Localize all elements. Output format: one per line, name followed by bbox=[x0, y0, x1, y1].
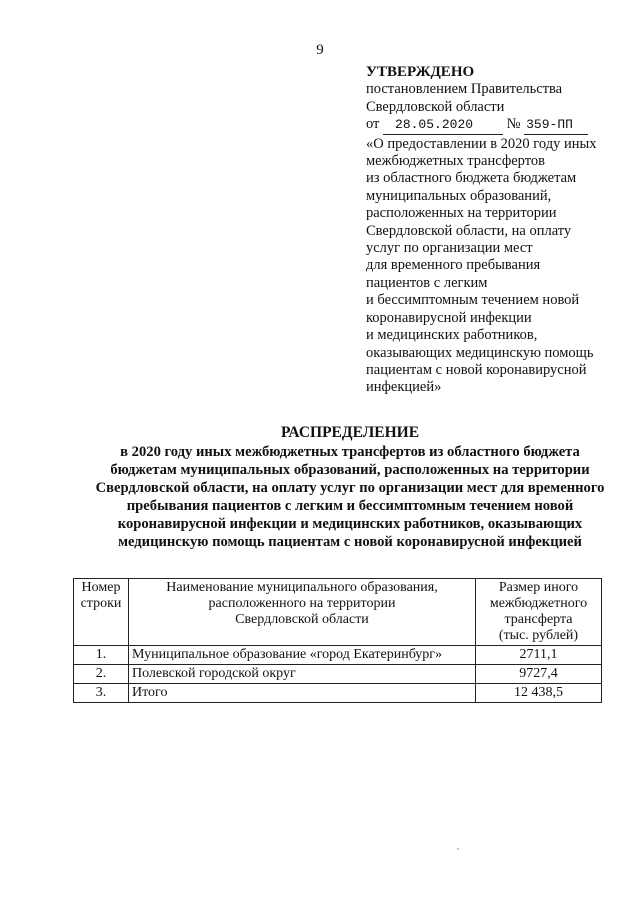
scan-speck bbox=[457, 848, 459, 850]
approval-date: 28.05.2020 bbox=[383, 116, 503, 134]
row-name: Полевской городской округ bbox=[129, 665, 476, 684]
table-row bbox=[74, 665, 602, 684]
distribution-line: пребывания пациентов с легким и бессимптомным течением новой bbox=[126, 498, 574, 514]
row-number: 3. bbox=[74, 684, 129, 703]
number-label: № bbox=[506, 116, 521, 133]
row-name: Итого bbox=[129, 684, 476, 703]
distribution-line: в 2020 году иных межбюджетных трансфертов из областного бюджета bbox=[120, 444, 580, 460]
row-name: Муниципальное образование «город Екатеринбург» bbox=[129, 646, 476, 665]
title-line: муниципальных образований, bbox=[366, 187, 552, 204]
distribution-line: бюджетам муниципальных образований, расположенных на территории bbox=[110, 462, 590, 478]
title-line: коронавирусной инфекции bbox=[366, 309, 532, 326]
distribution-table bbox=[73, 578, 602, 703]
title-line: оказывающих медицинскую помощь bbox=[366, 344, 594, 361]
approval-title bbox=[366, 136, 626, 397]
title-line: и бессимптомным течением новой bbox=[366, 292, 580, 309]
row-number: 1. bbox=[74, 646, 129, 665]
title-line: и медицинских работников, bbox=[366, 327, 538, 344]
title-line: из областного бюджета бюджетам bbox=[366, 170, 577, 187]
title-line: пациентам с новой коронавирусной bbox=[366, 361, 587, 378]
approval-number: 359-ПП bbox=[524, 116, 588, 134]
title-line: «О предоставлении в 2020 году иных bbox=[366, 135, 597, 152]
distribution-line: медицинскую помощь пациентам с новой коронавирусной инфекцией bbox=[118, 534, 582, 550]
table-row-total bbox=[74, 684, 602, 703]
header-municipality-name: Наименование муниципального образования, расположенного на территории Свердловской области bbox=[129, 579, 476, 646]
header-transfer-amount: Размер иного межбюджетного трансферта (тыс. рублей) bbox=[476, 579, 602, 646]
title-line: Свердловской области, на оплату bbox=[366, 222, 572, 239]
row-value: 9727,4 bbox=[476, 665, 602, 684]
table-row bbox=[74, 646, 602, 665]
distribution-line: Свердловской области, на оплату услуг по организации мест для временного bbox=[95, 480, 605, 496]
title-line: пациентов с легким bbox=[366, 274, 488, 291]
approval-heading: УТВЕРЖДЕНО bbox=[366, 64, 475, 80]
row-value: 2711,1 bbox=[476, 646, 602, 665]
title-line: расположенных на территории bbox=[366, 205, 557, 222]
table-header-row bbox=[74, 579, 602, 646]
approval-line-2: Свердловской области bbox=[366, 98, 505, 115]
distribution-line: коронавирусной инфекции и медицинских работников, оказывающих bbox=[117, 516, 583, 532]
distribution-heading: РАСПРЕДЕЛЕНИЕ bbox=[280, 424, 420, 441]
from-label: от bbox=[366, 116, 380, 133]
title-line: услуг по организации мест bbox=[366, 240, 533, 257]
approval-block bbox=[366, 64, 626, 397]
row-value: 12 438,5 bbox=[476, 684, 602, 703]
row-number: 2. bbox=[74, 665, 129, 684]
header-row-number: Номер строки bbox=[74, 579, 129, 646]
title-line: межбюджетных трансфертов bbox=[366, 153, 545, 170]
page-number: 9 bbox=[316, 42, 324, 58]
distribution-heading-block bbox=[60, 424, 640, 551]
title-line: инфекцией» bbox=[366, 379, 442, 396]
approval-date-line bbox=[366, 116, 626, 134]
title-line: для временного пребывания bbox=[366, 257, 541, 274]
approval-line-1: постановлением Правительства bbox=[366, 81, 563, 98]
